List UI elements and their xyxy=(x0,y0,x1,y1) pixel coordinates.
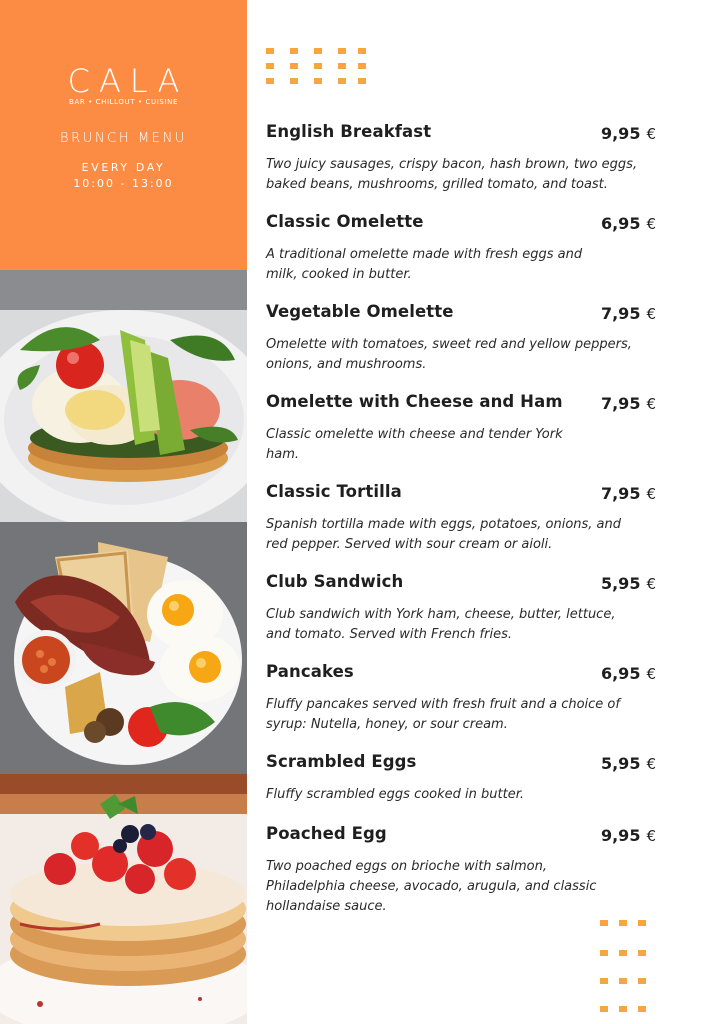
item-description: Two poached eggs on brioche with salmon, Philadelphia cheese, avocado, arugula, and classic hollandaise sauce. xyxy=(266,859,597,914)
item-description: Two juicy sausages, crispy bacon, hash brown, two eggs, baked beans, mushrooms, grilled tomato, and toast. xyxy=(266,157,638,192)
decorative-dots-top xyxy=(266,48,366,86)
item-price: 7,95 € xyxy=(600,394,656,413)
item-price: 5,95 € xyxy=(600,754,656,773)
item-description: A traditional omelette made with fresh eggs and milk, cooked in butter. xyxy=(266,247,583,282)
item-price: 7,95 € xyxy=(600,304,656,323)
menu-item xyxy=(266,570,656,642)
brand-panel xyxy=(0,0,247,270)
menu-item xyxy=(266,660,656,732)
schedule-hours: 10:00 - 13:00 xyxy=(73,177,174,190)
decorative-dots-bottom xyxy=(600,920,650,1016)
menu-item xyxy=(266,822,656,914)
menu-item xyxy=(266,300,656,372)
brand-logo: CALA xyxy=(67,62,189,100)
sidebar xyxy=(0,0,247,1024)
item-name: Omelette with Cheese and Ham xyxy=(266,392,563,411)
item-name: Classic Omelette xyxy=(266,212,424,231)
eggs-benedict-photo xyxy=(0,270,247,522)
item-name: English Breakfast xyxy=(266,122,432,141)
english-breakfast-photo xyxy=(0,522,247,774)
item-name: Scrambled Eggs xyxy=(266,752,417,771)
item-price: 7,95 € xyxy=(600,484,656,503)
item-description: Omelette with tomatoes, sweet red and yellow peppers, onions, and mushrooms. xyxy=(266,337,632,372)
item-name: Pancakes xyxy=(266,662,354,681)
item-name: Vegetable Omelette xyxy=(266,302,454,321)
item-price: 6,95 € xyxy=(600,664,656,683)
item-name: Poached Egg xyxy=(266,824,387,843)
item-price: 9,95 € xyxy=(600,124,656,143)
item-name: Classic Tortilla xyxy=(266,482,402,501)
item-description: Fluffy scrambled eggs cooked in butter. xyxy=(266,787,525,802)
item-price: 5,95 € xyxy=(600,574,656,593)
item-description: Classic omelette with cheese and tender York ham. xyxy=(266,427,563,462)
menu-title: BRUNCH MENU xyxy=(59,131,188,146)
item-description: Spanish tortilla made with eggs, potatoes, onions, and red pepper. Served with sour cream or aioli. xyxy=(266,517,622,552)
menu-item xyxy=(266,390,656,462)
pancakes-photo xyxy=(0,774,247,1024)
item-price: 6,95 € xyxy=(600,214,656,233)
menu-item xyxy=(266,750,656,802)
item-price: 9,95 € xyxy=(600,826,656,845)
item-name: Club Sandwich xyxy=(266,572,404,591)
menu-item xyxy=(266,480,656,552)
item-description: Club sandwich with York ham, cheese, butter, lettuce, and tomato. Served with French fries. xyxy=(266,607,616,642)
menu-item xyxy=(266,210,656,282)
menu-item xyxy=(266,120,656,192)
item-description: Fluffy pancakes served with fresh fruit and a choice of syrup: Nutella, honey, or sour cream. xyxy=(266,697,620,732)
brand-tagline: BAR • CHILLOUT • CUISINE xyxy=(69,98,178,106)
schedule-days: EVERY DAY xyxy=(81,161,166,174)
